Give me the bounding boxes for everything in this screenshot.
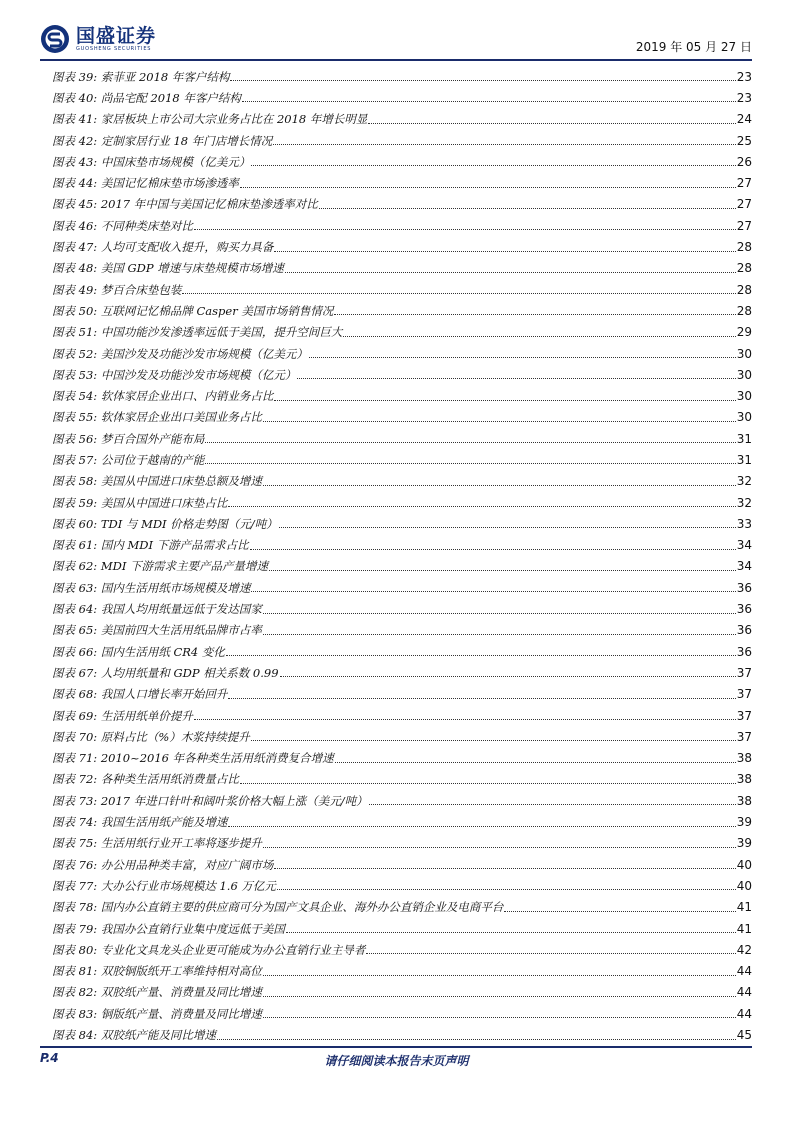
header-divider (40, 59, 752, 61)
toc-entry-label: 图表 43: 中国床垫市场规模（亿美元） (52, 154, 251, 169)
footer-divider (40, 1046, 752, 1048)
toc-entry-page: 28 (736, 261, 752, 276)
toc-entry-label: 图表 40: 尚品宅配 2018 年客户结构 (52, 90, 241, 105)
toc-entry[interactable] (52, 407, 752, 428)
toc-entry-page: 30 (736, 367, 752, 382)
toc-entry-page: 27 (736, 197, 752, 212)
toc-entry[interactable] (52, 343, 752, 364)
toc-entry[interactable] (52, 130, 752, 151)
toc-leader-dots (263, 988, 736, 997)
toc-leader-dots (242, 93, 736, 102)
disclaimer-notice: 请仔细阅读本报告末页声明 (324, 1054, 469, 1068)
toc-entry[interactable] (52, 300, 752, 321)
toc-entry-page: 37 (736, 729, 752, 744)
toc-entry-label: 图表 39: 索菲亚 2018 年客户结构 (52, 69, 230, 84)
toc-entry[interactable] (52, 960, 752, 981)
toc-entry-label: 图表 57: 公司位于越南的产能 (52, 452, 205, 467)
toc-entry-label: 图表 61: 国内 MDI 下游产品需求占比 (52, 538, 249, 553)
toc-leader-dots (251, 732, 736, 741)
toc-entry-label: 图表 70: 原料占比（%）木浆持续提升 (52, 729, 250, 744)
toc-entry[interactable] (52, 790, 752, 811)
toc-leader-dots (240, 775, 736, 784)
toc-leader-dots (263, 626, 736, 635)
toc-entry-page: 39 (736, 836, 752, 851)
toc-leader-dots (251, 157, 735, 166)
toc-entry-label: 图表 79: 我国办公直销行业集中度远低于美国 (52, 921, 285, 936)
toc-entry-page: 41 (736, 900, 752, 915)
toc-entry-page: 40 (736, 857, 752, 872)
toc-entry-label: 图表 75: 生活用纸行业开工率将逐步提升 (52, 836, 262, 851)
toc-entry-page: 30 (736, 410, 752, 425)
toc-entry-label: 图表 51: 中国功能沙发渗透率远低于美国，提升空间巨大 (52, 325, 343, 340)
toc-entry[interactable] (52, 726, 752, 747)
toc-leader-dots (263, 839, 736, 848)
toc-entry-label: 图表 42: 定制家居行业 18 年门店增长情况 (52, 133, 273, 148)
toc-entry-page: 27 (736, 218, 752, 233)
toc-entry-label: 图表 55: 软体家居企业出口美国业务占比 (52, 410, 262, 425)
toc-entry-label: 图表 81: 双胶铜版纸开工率维持相对高位 (52, 964, 262, 979)
toc-entry[interactable] (52, 364, 752, 385)
company-name-cn: 国盛证券 (76, 24, 157, 47)
report-date: 2019 年 05 月 27 日 (635, 40, 752, 54)
toc-leader-dots (228, 818, 735, 827)
toc-leader-dots (334, 306, 735, 315)
toc-leader-dots (230, 72, 735, 81)
toc-entry-label: 图表 63: 国内生活用纸市场规模及增速 (52, 580, 251, 595)
toc-leader-dots (369, 796, 736, 805)
toc-entry[interactable] (52, 449, 752, 470)
toc-leader-dots (319, 200, 736, 209)
toc-entry[interactable] (52, 620, 752, 641)
toc-entry-page: 34 (736, 538, 752, 553)
toc-entry-label: 图表 73: 2017 年进口针叶和阔叶浆价格大幅上涨（美元/吨） (52, 793, 368, 808)
toc-leader-dots (263, 967, 736, 976)
toc-entry-page: 28 (736, 240, 752, 255)
toc-entry-page: 34 (736, 559, 752, 574)
toc-entry[interactable] (52, 748, 752, 769)
toc-entry[interactable] (52, 854, 752, 875)
toc-entry-label: 图表 66: 国内生活用纸 CR4 变化 (52, 644, 225, 659)
toc-leader-dots (335, 754, 736, 763)
toc-entry-page: 36 (736, 602, 752, 617)
toc-entry-page: 31 (736, 431, 752, 446)
toc-entry-page: 30 (736, 346, 752, 361)
toc-entry-page: 44 (736, 964, 752, 979)
toc-leader-dots (228, 498, 735, 507)
toc-entry[interactable] (52, 172, 752, 193)
toc-leader-dots (309, 349, 736, 358)
toc-entry-label: 图表 64: 我国人均用纸量远低于发达国家 (52, 602, 262, 617)
toc-entry-label: 图表 77: 大办公行业市场规模达 1.6 万亿元 (52, 878, 276, 893)
toc-entry-label: 图表 50: 互联网记忆棉品牌 Casper 美国市场销售情况 (52, 303, 334, 318)
toc-entry-page: 36 (736, 644, 752, 659)
toc-leader-dots (263, 605, 736, 614)
toc-entry-page: 39 (736, 815, 752, 830)
toc-entry[interactable] (52, 577, 752, 598)
toc-entry-label: 图表 47: 人均可支配收入提升，购买力具备 (52, 240, 274, 255)
toc-entry-label: 图表 48: 美国 GDP 增速与床垫规模市场增速 (52, 261, 284, 276)
toc-entry-label: 图表 54: 软体家居企业出口、内销业务占比 (52, 389, 274, 404)
toc-entry[interactable] (52, 662, 752, 683)
toc-leader-dots (277, 881, 736, 890)
toc-entry-label: 图表 41: 家居板块上市公司大宗业务占比在 2018 年增长明显 (52, 112, 368, 127)
toc-entry[interactable] (52, 918, 752, 939)
toc-entry-label: 图表 76: 办公用品种类丰富，对应广阔市场 (52, 857, 274, 872)
toc-leader-dots (269, 562, 736, 571)
toc-entry-label: 图表 52: 美国沙发及功能沙发市场规模（亿美元） (52, 346, 308, 361)
toc-entry[interactable] (52, 513, 752, 534)
toc-entry[interactable] (52, 492, 752, 513)
toc-leader-dots (263, 1009, 736, 1018)
toc-entry-page: 25 (736, 133, 752, 148)
toc-entry[interactable] (52, 258, 752, 279)
toc-leader-dots (279, 519, 736, 528)
toc-entry[interactable] (52, 1024, 752, 1045)
company-name-en: GUOSHENG SECURITIES (76, 45, 152, 52)
toc-leader-dots (274, 243, 735, 252)
toc-leader-dots (251, 583, 735, 592)
toc-entry-page: 23 (736, 69, 752, 84)
toc-entry-label: 图表 78: 国内办公直销主要的供应商可分为国产文具企业、海外办公直销企业及电商平台 (52, 900, 504, 915)
toc-entry[interactable] (52, 833, 752, 854)
toc-entry-label: 图表 56: 梦百合国外产能布局 (52, 431, 205, 446)
toc-entry[interactable] (52, 66, 752, 87)
toc-leader-dots (205, 434, 735, 443)
toc-entry-page: 38 (736, 793, 752, 808)
toc-leader-dots (366, 945, 735, 954)
toc-entry-page: 37 (736, 665, 752, 680)
toc-entry-page: 36 (736, 580, 752, 595)
toc-entry-label: 图表 59: 美国从中国进口床垫占比 (52, 495, 228, 510)
toc-entry[interactable] (52, 1003, 752, 1024)
toc-entry-page: 31 (736, 452, 752, 467)
toc-entry[interactable] (52, 322, 752, 343)
toc-entry-page: 33 (736, 516, 752, 531)
toc-entry[interactable] (52, 684, 752, 705)
toc-leader-dots (240, 179, 736, 188)
toc-leader-dots (504, 903, 735, 912)
toc-entry[interactable] (52, 428, 752, 449)
toc-entry-page: 23 (736, 90, 752, 105)
toc-entry-page: 45 (736, 1028, 752, 1042)
toc-entry-page: 28 (736, 282, 752, 297)
toc-entry-label: 图表 44: 美国记忆棉床垫市场渗透率 (52, 176, 239, 191)
toc-entry-page: 36 (736, 623, 752, 638)
toc-entry[interactable] (52, 471, 752, 492)
toc-entry-page: 30 (736, 389, 752, 404)
toc-entry-page: 27 (736, 176, 752, 191)
toc-entry[interactable] (52, 87, 752, 108)
toc-entry-label: 图表 60: TDI 与 MDI 价格走势图（元/吨） (52, 516, 278, 531)
toc-leader-dots (194, 711, 736, 720)
toc-entry-label: 图表 45: 2017 年中国与美国记忆棉床垫渗透率对比 (52, 197, 318, 212)
toc-entry[interactable] (52, 598, 752, 619)
page-number: P.4 (40, 1051, 59, 1065)
toc-entry[interactable] (52, 194, 752, 215)
toc-leader-dots (226, 647, 736, 656)
toc-entry[interactable] (52, 215, 752, 236)
toc-leader-dots (217, 1031, 736, 1040)
toc-entry-page: 32 (736, 474, 752, 489)
toc-entry-label: 图表 67: 人均用纸量和 GDP 相关系数 0.99 (52, 665, 279, 680)
toc-leader-dots (228, 690, 735, 699)
toc-entry[interactable] (52, 385, 752, 406)
toc-entry-page: 32 (736, 495, 752, 510)
toc-entry[interactable] (52, 939, 752, 960)
company-logo (40, 24, 156, 54)
toc-entry-label: 图表 58: 美国从中国进口床垫总额及增速 (52, 474, 262, 489)
toc-entry-page: 24 (736, 112, 752, 127)
toc-entry[interactable] (52, 641, 752, 662)
toc-entry-page: 26 (736, 154, 752, 169)
toc-entry-page: 37 (736, 687, 752, 702)
toc-entry[interactable] (52, 705, 752, 726)
toc-leader-dots (286, 924, 736, 933)
toc-leader-dots (250, 541, 736, 550)
toc-leader-dots (273, 136, 735, 145)
toc-entry-label: 图表 68: 我国人口增长率开始回升 (52, 687, 228, 702)
toc-entry-label: 图表 84: 双胶纸产能及同比增速 (52, 1028, 216, 1042)
toc-entry[interactable] (52, 279, 752, 300)
toc-entry-label: 图表 83: 铜版纸产量、消费量及同比增速 (52, 1006, 262, 1021)
toc-entry-label: 图表 69: 生活用纸单价提升 (52, 708, 193, 723)
toc-entry-label: 图表 49: 梦百合床垫包装 (52, 282, 182, 297)
toc-entry-page: 38 (736, 772, 752, 787)
toc-entry-page: 40 (736, 878, 752, 893)
toc-entry-label: 图表 53: 中国沙发及功能沙发市场规模（亿元） (52, 367, 297, 382)
toc-entry[interactable] (52, 556, 752, 577)
toc-entry-label: 图表 82: 双胶纸产量、消费量及同比增速 (52, 985, 262, 1000)
toc-leader-dots (343, 328, 735, 337)
toc-entry[interactable] (52, 535, 752, 556)
toc-entry-page: 38 (736, 751, 752, 766)
toc-entry-label: 图表 65: 美国前四大生活用纸品牌市占率 (52, 623, 262, 638)
toc-leader-dots (205, 455, 735, 464)
guosheng-logo-icon (40, 24, 70, 54)
toc-entry-label: 图表 72: 各种类生活用纸消费量占比 (52, 772, 239, 787)
toc-entry[interactable] (52, 769, 752, 790)
toc-leader-dots (274, 860, 735, 869)
toc-entry[interactable] (52, 236, 752, 257)
toc-entry-label: 图表 46: 不同种类床垫对比 (52, 218, 193, 233)
toc-leader-dots (280, 668, 736, 677)
toc-leader-dots (297, 370, 735, 379)
toc-entry-page: 44 (736, 985, 752, 1000)
toc-entry[interactable] (52, 875, 752, 896)
toc-leader-dots (368, 115, 735, 124)
toc-entry[interactable] (52, 151, 752, 172)
toc-leader-dots (274, 392, 735, 401)
toc-entry[interactable] (52, 982, 752, 1003)
toc-entry-label: 图表 62: MDI 下游需求主要产品产量增速 (52, 559, 269, 574)
toc-entry-page: 41 (736, 921, 752, 936)
toc-leader-dots (182, 285, 735, 294)
page-header (40, 24, 752, 56)
toc-entry[interactable] (52, 811, 752, 832)
toc-entry[interactable] (52, 109, 752, 130)
toc-entry-label: 图表 74: 我国生活用纸产能及增速 (52, 815, 228, 830)
toc-entry-page: 44 (736, 1006, 752, 1021)
toc-leader-dots (263, 477, 736, 486)
figure-index-list (52, 66, 752, 1046)
toc-entry-label: 图表 71: 2010~2016 年各种类生活用纸消费复合增速 (52, 751, 334, 766)
toc-entry-label: 图表 80: 专业化文具龙头企业更可能成为办公直销行业主导者 (52, 942, 366, 957)
toc-entry-page: 28 (736, 303, 752, 318)
toc-leader-dots (263, 413, 736, 422)
toc-entry[interactable] (52, 897, 752, 918)
toc-leader-dots (194, 221, 736, 230)
toc-entry-page: 29 (736, 325, 752, 340)
toc-entry-page: 42 (736, 942, 752, 957)
toc-leader-dots (285, 264, 736, 273)
toc-entry-page: 37 (736, 708, 752, 723)
